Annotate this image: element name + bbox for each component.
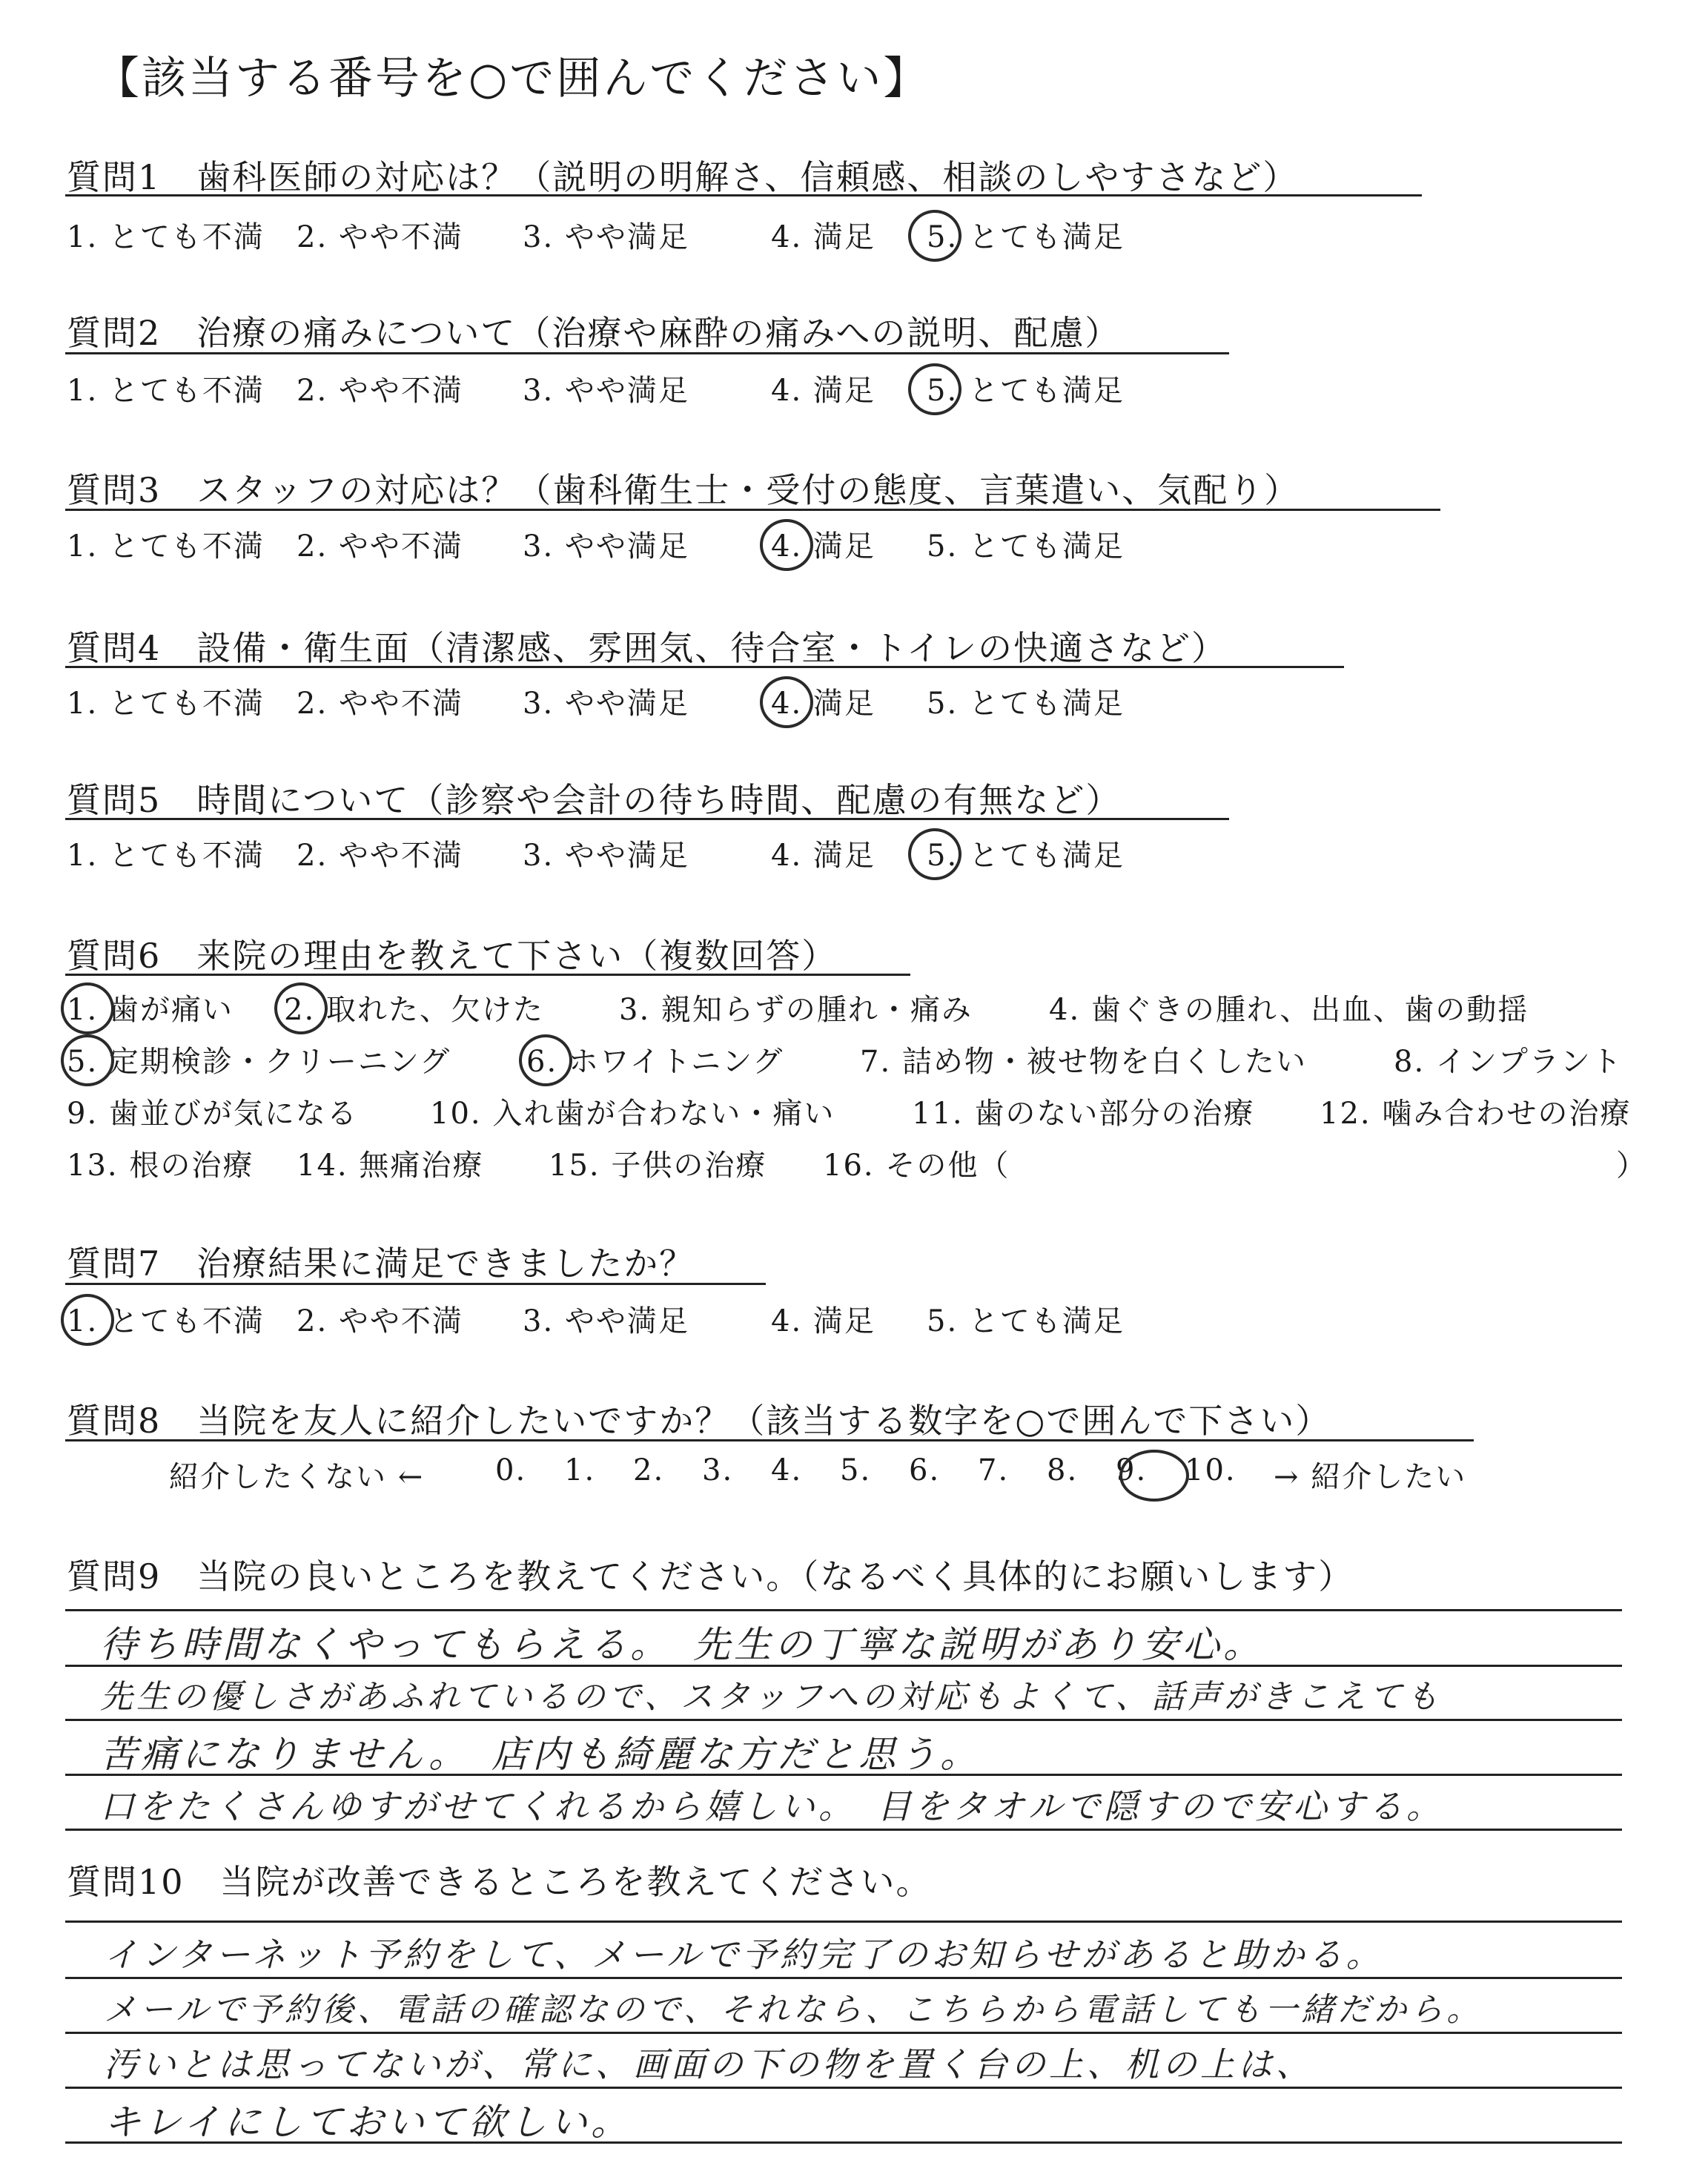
- q9-title: 質問9 当院の良いところを教えてください。（なるべく具体的にお願いします）: [67, 1556, 1354, 1596]
- q1-option-3: 3. やや満足: [523, 220, 689, 254]
- q2-underline: [65, 352, 1229, 354]
- q1-option-5: 5. とても満足: [927, 220, 1125, 254]
- q2-option-2: 2. やや不満: [297, 374, 463, 408]
- q8-scale-5: 5.: [840, 1453, 872, 1487]
- q8-underline: [65, 1439, 1474, 1441]
- q6-option-12: 12. 噛み合わせの治療: [1320, 1097, 1632, 1131]
- q7-option-4: 4. 満足: [771, 1304, 875, 1338]
- q1-option-2: 2. やや不満: [297, 220, 463, 254]
- q6-title: 質問6 来院の理由を教えて下さい（複数回答）: [67, 936, 838, 976]
- q6-option-9: 9. 歯並びが気になる: [67, 1097, 358, 1131]
- q8-scale-3: 3.: [702, 1453, 734, 1487]
- q2-option-5: 5. とても満足: [927, 374, 1125, 408]
- q8-right-label: → 紹介したい: [1274, 1460, 1467, 1494]
- q6-circle-5: [61, 1034, 114, 1086]
- q7-option-1: 1. とても不満: [67, 1304, 265, 1338]
- q7-option-5: 5. とても満足: [927, 1304, 1125, 1338]
- q6-option-14: 14. 無痛治療: [297, 1149, 484, 1183]
- q6-option-1: 1. 歯が痛い: [67, 993, 234, 1027]
- q4-option-3: 3. やや満足: [523, 687, 689, 721]
- q8-scale-2: 2.: [633, 1453, 665, 1487]
- q10-line-2: [65, 1977, 1622, 1979]
- q3-underline: [65, 509, 1440, 511]
- q8-left-label: 紹介したくない ←: [169, 1460, 425, 1494]
- q7-underline: [65, 1283, 766, 1285]
- q5-option-5: 5. とても満足: [927, 839, 1125, 873]
- q5-option-4: 4. 満足: [771, 839, 875, 873]
- q2-selected-circle: [908, 363, 961, 415]
- q9-line-5: [65, 1829, 1622, 1831]
- q10-line-4: [65, 2087, 1622, 2089]
- q6-circle-2: [274, 982, 328, 1034]
- q7-option-3: 3. やや満足: [523, 1304, 689, 1338]
- q5-option-1: 1. とても不満: [67, 839, 265, 873]
- q4-option-1: 1. とても不満: [67, 687, 265, 721]
- q8-scale-9: 9.: [1116, 1453, 1148, 1487]
- q3-option-2: 2. やや不満: [297, 529, 463, 564]
- q5-underline: [65, 818, 1229, 820]
- q4-selected-circle: [760, 676, 813, 728]
- q1-selected-circle: [908, 210, 961, 262]
- q7-option-2: 2. やや不満: [297, 1304, 463, 1338]
- q7-selected-circle: [61, 1294, 114, 1346]
- q4-option-2: 2. やや不満: [297, 687, 463, 721]
- q3-title: 質問3 スタッフの対応は？（歯科衛生士・受付の態度、言葉遣い、気配り）: [67, 470, 1300, 510]
- q5-option-3: 3. やや満足: [523, 839, 689, 873]
- q6-option-10: 10. 入れ歯が合わない・痛い: [430, 1097, 835, 1131]
- q10-title: 質問10 当院が改善できるところを教えてください。: [67, 1862, 932, 1902]
- q2-option-3: 3. やや満足: [523, 374, 689, 408]
- q9-line-1: [65, 1609, 1622, 1611]
- q8-scale-0: 0.: [495, 1453, 527, 1487]
- q8-scale-7: 7.: [978, 1453, 1010, 1487]
- q10-line-3: [65, 2032, 1622, 2034]
- q6-circle-6: [519, 1034, 572, 1086]
- q2-title: 質問2 治療の痛みについて（治療や麻酔の痛みへの説明、配慮）: [67, 313, 1121, 353]
- q8-scale-8: 8.: [1047, 1453, 1079, 1487]
- q6-option-6: 6. ホワイトニング: [526, 1045, 784, 1079]
- q6-option-5: 5. 定期検診・クリーニング: [67, 1045, 451, 1079]
- q4-option-4: 4. 満足: [771, 687, 875, 721]
- q1-option-4: 4. 満足: [771, 220, 875, 254]
- q3-option-4: 4. 満足: [771, 529, 875, 564]
- q6-option-13: 13. 根の治療: [67, 1149, 254, 1183]
- q5-option-2: 2. やや不満: [297, 839, 463, 873]
- q6-underline: [65, 974, 910, 976]
- q1-title: 質問1 歯科医師の対応は？（説明の明解さ、信頼感、相談のしやすさなど）: [67, 157, 1299, 197]
- q6-option-8: 8. インプラント: [1394, 1045, 1623, 1079]
- q6-option-16-close: ）: [1616, 1149, 1647, 1183]
- q9-answer-2: 先生の優しさがあふれているので、スタッフへの対応もよくて、話声がきこえても: [100, 1678, 1443, 1716]
- q10-answer-3: 汚いとは思ってないが、常に、画面の下の物を置く台の上、机の上は、: [104, 2044, 1314, 2084]
- q8-scale-10: 10.: [1185, 1453, 1237, 1487]
- q8-title: 質問8 当院を友人に紹介したいですか？（該当する数字を○で囲んで下さい）: [67, 1401, 1331, 1441]
- q4-title: 質問4 設備・衛生面（清潔感、雰囲気、待合室・トイレの快適さなど）: [67, 628, 1227, 668]
- q9-answer-3: 苦痛になりません。 店内も綺麗な方だと思う。: [100, 1733, 981, 1776]
- q2-option-4: 4. 満足: [771, 374, 875, 408]
- q1-underline: [65, 194, 1422, 196]
- q4-option-5: 5. とても満足: [927, 687, 1125, 721]
- q8-scale-6: 6.: [909, 1453, 941, 1487]
- q10-answer-2: メールで予約後、電話の確認なので、それなら、こちらから電話しても一緒だから。: [104, 1991, 1483, 2029]
- q6-option-3: 3. 親知らずの腫れ・痛み: [619, 993, 973, 1027]
- q6-option-15: 15. 子供の治療: [549, 1149, 767, 1183]
- q9-line-3: [65, 1719, 1622, 1721]
- q5-title: 質問5 時間について（診察や会計の待ち時間、配慮の有無など）: [67, 780, 1122, 820]
- q6-option-7: 7. 詰め物・被せ物を白くしたい: [860, 1045, 1307, 1079]
- q4-underline: [65, 666, 1344, 668]
- q3-selected-circle: [760, 519, 813, 571]
- q6-option-2: 2. 取れた、欠けた: [284, 993, 544, 1027]
- q6-option-4: 4. 歯ぐきの腫れ、出血、歯の動揺: [1049, 993, 1529, 1027]
- q5-selected-circle: [908, 828, 961, 880]
- q7-title: 質問7 治療結果に満足できましたか？: [67, 1244, 695, 1284]
- q6-option-16: 16. その他（: [823, 1149, 1010, 1183]
- q10-line-1: [65, 1920, 1622, 1923]
- q10-answer-1: インターネット予約をして、メールで予約完了のお知らせがあると助かる。: [104, 1935, 1384, 1975]
- q9-answer-4: 口をたくさんゆすがせてくれるから嬉しい。 目をタオルで隠すので安心する。: [100, 1786, 1444, 1826]
- q10-answer-4: キレイにしておいて欲しい。: [104, 2101, 632, 2144]
- q3-option-1: 1. とても不満: [67, 529, 265, 564]
- q3-option-5: 5. とても満足: [927, 529, 1125, 564]
- q6-circle-1: [61, 982, 114, 1034]
- q9-answer-1: 待ち時間なくやってもらえる。 先生の丁寧な説明があり安心。: [100, 1623, 1264, 1666]
- q2-option-1: 1. とても不満: [67, 374, 265, 408]
- q6-option-11: 11. 歯のない部分の治療: [912, 1097, 1255, 1131]
- page-title: 【該当する番号を○で囲んでください】: [95, 53, 930, 105]
- q3-option-3: 3. やや満足: [523, 529, 689, 564]
- q8-scale-4: 4.: [771, 1453, 803, 1487]
- q8-selected-circle: [1119, 1450, 1189, 1502]
- q1-option-1: 1. とても不満: [67, 220, 265, 254]
- q8-scale-1: 1.: [564, 1453, 596, 1487]
